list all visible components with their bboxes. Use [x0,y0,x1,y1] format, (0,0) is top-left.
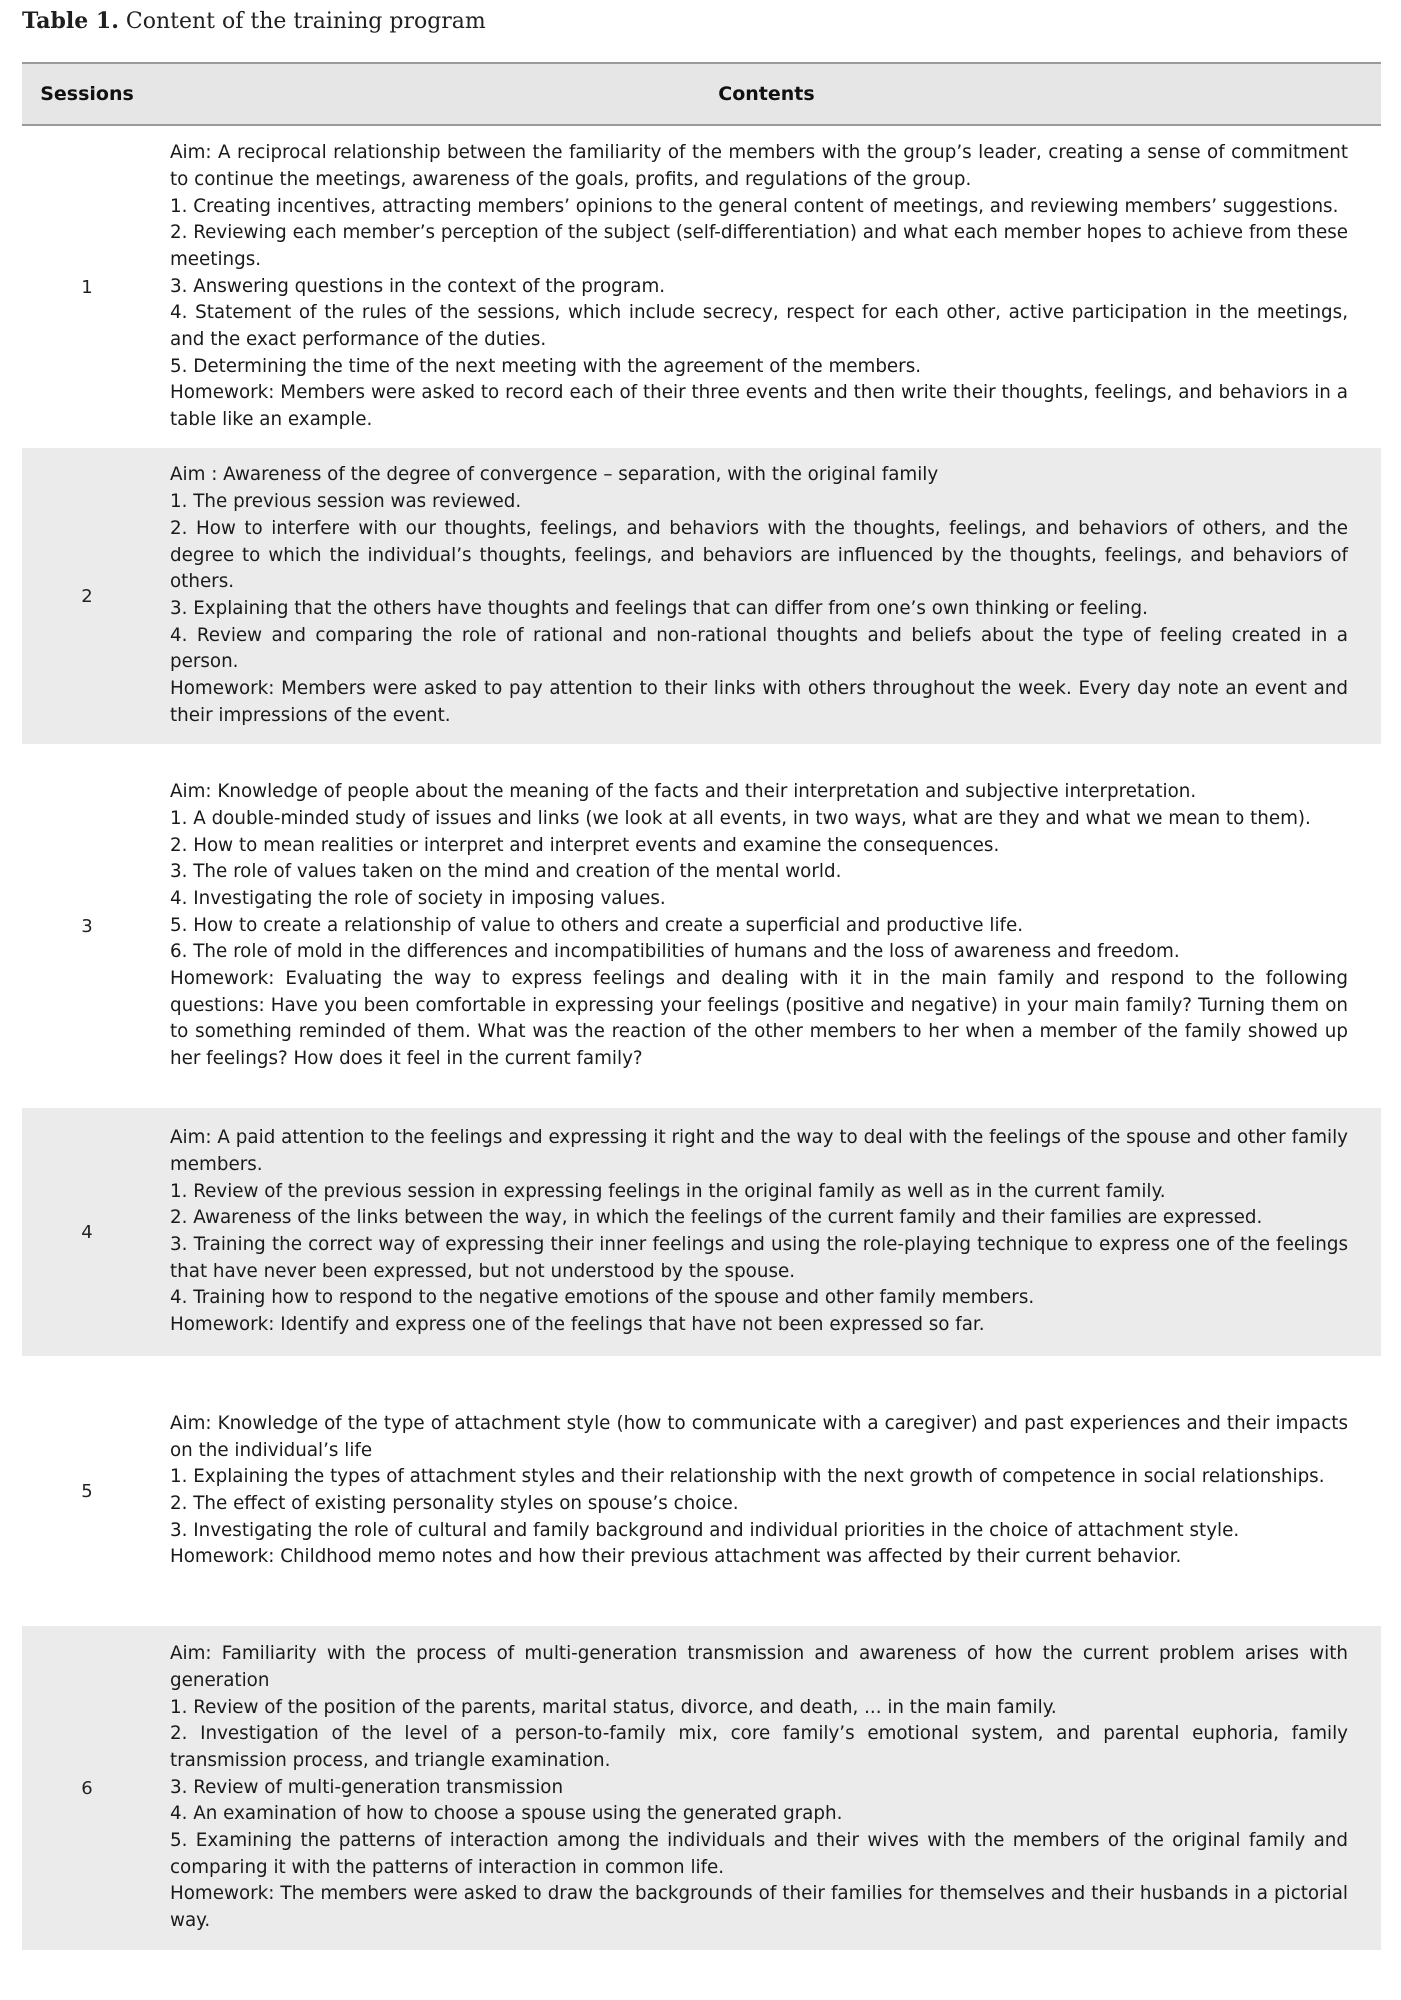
content-line: Aim: Knowledge of the type of attachment style (how to communicate with a caregiver) and past experiences and their impacts on the individual’s life [170,1412,1348,1461]
content-line: Aim: Familiarity with the process of multi-generation transmission and awareness of how the current problem arises with generation [170,1643,1348,1691]
content-line: 4. Review and comparing the role of rational and non-rational thoughts and beliefs about the type of feeling created in a person. [170,624,1348,673]
caption-text: Content of the training program [125,9,486,34]
table-row [22,744,1381,1108]
content-line: 1. Review of the position of the parents, marital status, divorce, and death, ... in the main family. [170,1696,1057,1718]
content-line: 2. How to mean realities or interpret and interpret events and examine the consequences. [170,834,1000,856]
session-number: 3 [81,915,93,937]
caption-label: Table 1. [22,8,119,34]
content-line: 1. Review of the previous session in expressing feelings in the original family as well as in the current family. [170,1180,1166,1202]
content-line: Homework: Evaluating the way to express feelings and dealing with it in the main family and respond to the following questions: Have you been comfortable in expressing your feelings (positive and negative) in your main family? Turning them on to something reminded of them. What was the reaction of the other members to her when a member of the family showed up her feelings? How does it feel in the current family? [170,968,1348,1070]
table-row [22,126,1381,448]
content-line: 3. The role of values taken on the mind and creation of the mental world. [170,861,842,883]
content-line: 4. An examination of how to choose a spouse using the generated graph. [170,1803,843,1825]
content-line: 1. Creating incentives, attracting members’ opinions to the general content of meetings, and reviewing members’ suggestions. [170,195,1339,217]
content-line: 4. Investigating the role of society in imposing values. [170,887,666,909]
content-line: 5. How to create a relationship of value to others and create a superficial and productive life. [170,914,1024,936]
content-line: 3. Training the correct way of expressing their inner feelings and using the role-playing technique to express one of the feelings that have never been expressed, but not understood by the spouse. [170,1234,1348,1282]
table-header [22,64,1381,126]
content-line: Homework: Childhood memo notes and how their previous attachment was affected by their current behavior. [170,1546,1182,1568]
content-line: 2. Awareness of the links between the way, in which the feelings of the current family and their families are expressed. [170,1207,1263,1229]
session-number: 6 [81,1777,93,1799]
content-line: 6. The role of mold in the differences and incompatibilities of humans and the loss of awareness and freedom. [170,941,1180,963]
session-number: 2 [81,585,93,607]
session-contents [152,1411,1352,1571]
content-line: Homework: Members were asked to pay attention to their links with others throughout the week. Every day note an event and their impressions of the event. [170,678,1348,726]
session-number: 4 [81,1221,93,1243]
training-program-table [22,62,1381,1950]
session-contents [152,779,1352,1073]
table-row [22,1626,1381,1950]
content-line: 1. Explaining the types of attachment styles and their relationship with the next growth of competence in social relationships. [170,1466,1325,1488]
table-row [22,1108,1381,1356]
table-row [22,1356,1381,1626]
content-line: 3. Answering questions in the context of the program. [170,275,666,297]
content-line: Homework: Members were asked to record each of their three events and then write their thoughts, feelings, and behaviors in a table like an example. [170,382,1348,431]
content-line: Homework: Identify and express one of the feelings that have not been expressed so far. [170,1314,985,1336]
content-line: Aim : Awareness of the degree of convergence – separation, with the original family [170,464,939,486]
content-line: 3. Investigating the role of cultural and family background and individual priorities in the choice of attachment style. [170,1519,1240,1541]
content-line: 5. Examining the patterns of interaction among the individuals and their wives with the members of the original family and comparing it with the patterns of interaction in common life. [170,1830,1348,1878]
content-line: 3. Explaining that the others have thoughts and feelings that can differ from one’s own thinking or feeling. [170,598,1148,619]
session-number: 5 [81,1480,93,1502]
content-line: 5. Determining the time of the next meeting with the agreement of the members. [170,355,922,377]
content-line: 2. Investigation of the level of a person-to-family mix, core family’s emotional system, and parental euphoria, family transmission process, and triangle examination. [170,1723,1348,1771]
session-contents [152,1641,1352,1935]
session-contents [152,462,1352,729]
content-line: 2. The effect of existing personality styles on spouse’s choice. [170,1493,739,1514]
content-line: 1. The previous session was reviewed. [170,491,522,513]
content-line: Homework: The members were asked to draw the backgrounds of their families for themselves and their husbands in a pictorial way. [170,1883,1348,1932]
table-caption [22,8,486,34]
session-number: 1 [81,276,93,298]
content-line: 4. Training how to respond to the negative emotions of the spouse and other family members. [170,1287,1035,1309]
content-line: 3. Review of multi-generation transmission [170,1776,564,1798]
content-line: 4. Statement of the rules of the sessions, which include secrecy, respect for each other, active participation in the meetings, and the exact performance of the duties. [170,302,1348,351]
content-line: Aim: A paid attention to the feelings and expressing it right and the way to deal with the feelings of the spouse and other family members. [170,1127,1348,1175]
header-sessions: Sessions [40,83,134,105]
content-line: Aim: A reciprocal relationship between the familiarity of the members with the group’s leader, creating a sense of commitment to continue the meetings, awareness of the goals, profits, and regulations of the group. [170,142,1348,190]
session-contents [152,140,1352,434]
content-line: 1. A double-minded study of issues and links (we look at all events, in two ways, what are they and what we mean to them). [170,807,1311,829]
table-row [22,448,1381,744]
content-line: Aim: Knowledge of people about the meaning of the facts and their interpretation and subjective interpretation. [170,781,1197,803]
content-line: 2. Reviewing each member’s perception of the subject (self-differentiation) and what each member hopes to achieve from these meetings. [170,222,1348,270]
content-line: 2. How to interfere with our thoughts, feelings, and behaviors with the thoughts, feelings, and behaviors of others, and the degree to which the individual’s thoughts, feelings, and behaviors are influenced by the thoughts, feelings, and behaviors of others. [170,517,1348,593]
session-contents [152,1125,1352,1339]
header-contents: Contents [718,83,815,105]
